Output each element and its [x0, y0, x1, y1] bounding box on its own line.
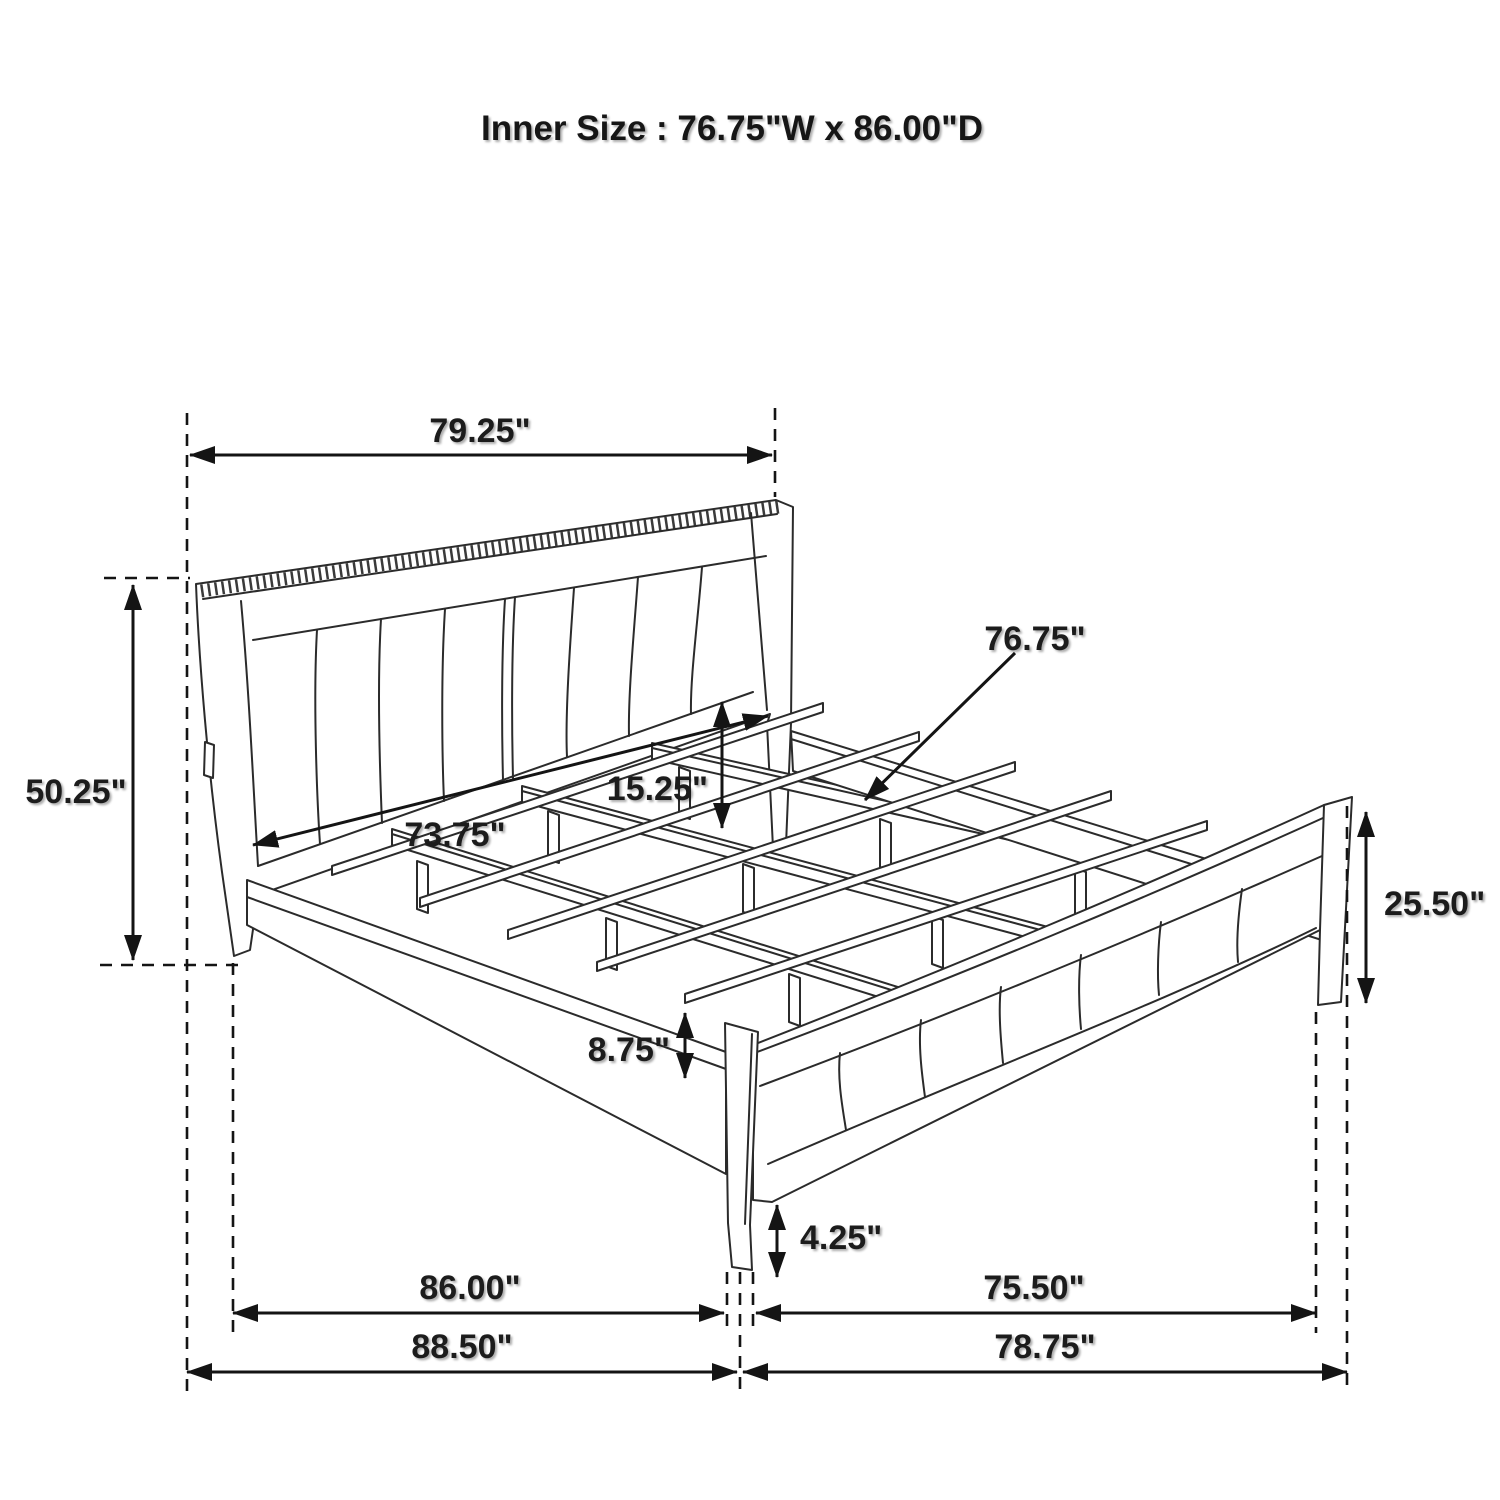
- dim-headboard-height-label: 50.25": [25, 773, 127, 811]
- dim-foot-leg-height-label: 4.25": [800, 1219, 883, 1257]
- dim-inner-depth-label: 86.00": [419, 1269, 521, 1307]
- dim-footboard-height-label: 25.50": [1384, 885, 1486, 923]
- dim-headboard-width-label: 79.25": [429, 412, 531, 450]
- footboard-drawing: [753, 797, 1352, 1202]
- dim-headboard-panel-offset-label: 15.25": [606, 770, 708, 808]
- dim-footboard-inner-width-label: 75.50": [983, 1269, 1085, 1307]
- headboard-drawing: [196, 500, 793, 956]
- dim-headboard-inner-width-label: 73.75": [404, 816, 506, 854]
- dim-overall-depth-label: 88.50": [411, 1328, 513, 1366]
- dim-rail-clearance-label: 8.75": [587, 1031, 670, 1069]
- dim-footboard-outer-width-label: 78.75": [994, 1328, 1096, 1366]
- diagram-title: Inner Size : 76.75"W x 86.00"D: [480, 109, 984, 148]
- rail-hook-bracket: [204, 742, 214, 778]
- dim-slat-length-label: 76.75": [984, 620, 1086, 658]
- footboard-front-leg: [725, 1023, 758, 1270]
